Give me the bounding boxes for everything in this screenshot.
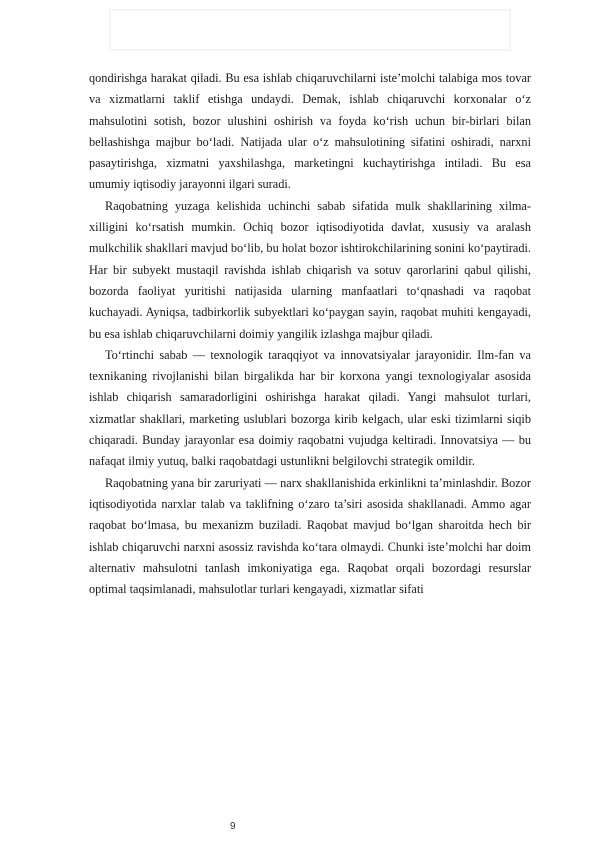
paragraph-2: Raqobatning yuzaga kelishida uchinchi sabab sifatida mulk shakllarining xilma-xilligini ko‘rsatish mumkin. Ochiq bozor iqtisodiyotida davlat, xususiy va aralash mulkchilik shakllari mavjud bo‘lib, bu holat bozor ishtirokchilarining sonini ko‘paytiradi. Har bir subyekt mustaqil ravishda ishlab chiqarish va sotuv qarorlarini qabul qilishi, bozorda faoliyat yuritishi natijasida ularning manfaatlari to‘qnashadi va raqobat kuchayadi. Ayniqsa, tadbirkorlik subyektlari ko‘paygan sayin, raqobat muhiti kengayadi, bu esa ishlab chiqaruvchilarni doimiy yangilik izlashga majbur qiladi. xyxy=(89,198,531,341)
paragraph-1: qondirishga harakat qiladi. Bu esa ishlab chiqaruvchilarni iste’molchi talabiga mos tovar va xizmatlarni taklif etishga undaydi. Demak, ishlab chiqaruvchi korxonalar o‘z mahsulotini sotish, bozor ulushini oshirish va foyda ko‘rish uchun bir-birlari bilan bellashishga majbur bo‘ladi. Natijada ular o‘z mahsulotining sifatini oshiradi, narxni pasaytirishga, xizmatni yaxshilashga, marketingni kuchaytirishga intiladi. Bu esa umumiy iqtisodiy jarayonni ilgari suradi. xyxy=(89,71,531,192)
watermark-logo xyxy=(100,0,520,60)
paragraph-3: To‘rtinchi sabab — texnologik taraqqiyot va innovatsiyalar jarayonidir. Ilm-fan va texnikaning rivojlanishi bilan birgalikda har bir korxona yangi texnologiyalar asosida ishlab chiqarish samaradorligini oshirishga harakat qiladi. Yangi mahsulot turlari, xizmatlar shakllari, marketing uslublari bozorga kirib kelgach, ular eski tizimlarni siqib chiqaradi. Bunday jarayonlar esa doimiy raqobatni vujudga keltiradi. Innovatsiya — bu nafaqat ilmiy yutuq, balki raqobatdagi ustunlikni belgilovchi strategik omildir. xyxy=(89,347,531,469)
paragraph-4: Raqobatning yana bir zaruriyati — narx shakllanishida erkinlikni ta’minlashdir. Bozor iqtisodiyotida narxlar talab va taklifning o‘zaro ta’siri asosida shakllanadi. Ammo agar raqobat bo‘lmasa, bu mexanizm buziladi. Raqobat mavjud bo‘lgan sharoitda hech bir ishlab chiqaruvchi narxni asossiz ravishda ko‘tara olmaydi. Chunki iste’molchi har doim alternativ mahsulotni tanlash imkoniyatiga ega. Raqobat orqali bozordagi resurslar optimal taqsimlanadi, mahsulotlar turlari kengayadi, xizmatlar sifati xyxy=(89,475,531,597)
page-number: 9 xyxy=(230,821,236,832)
document-body xyxy=(89,68,531,600)
